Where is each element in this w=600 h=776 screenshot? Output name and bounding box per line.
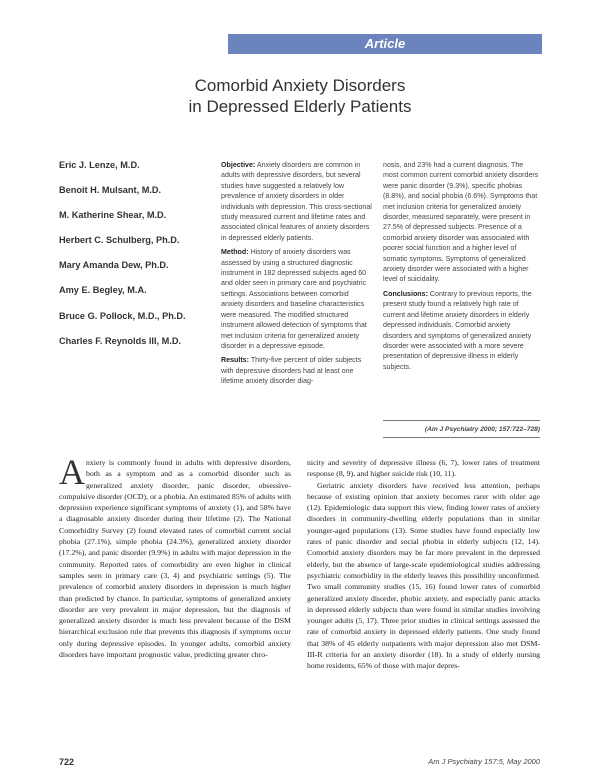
article-title [150, 75, 450, 117]
intro-paragraph [59, 452, 291, 660]
abstract-column-1 [221, 160, 373, 391]
author: Benoit H. Mulsant, M.D. [59, 185, 162, 196]
abstract-results [221, 355, 373, 386]
author: M. Katherine Shear, M.D. [59, 210, 167, 221]
results-continued: nosis, and 23% had a current diagnosis. The most common current comorbid anxiety disorders were panic disorder (9.3%), specific phobias (8.8%), and social phobia (6.6%). Symptoms that met inclusion criteria for generalized anxiety disorder, measured separately, were present in 27.5% of depressed subjects. Presence of a comorbid anxiety disorder was associated with poorer social function and a higher level of somatic symptoms. Symptoms of generalized anxiety disorder were associated with a higher level of suicidality. [383, 161, 539, 284]
citation: (Am J Psychiatry 2000; 157:722–728) [424, 426, 540, 433]
conclusions-label: Conclusions: [383, 289, 428, 298]
citation-rule-bottom [383, 437, 540, 438]
drop-cap: A [59, 452, 85, 492]
author: Herbert C. Schulberg, Ph.D. [59, 235, 180, 246]
author: Mary Amanda Dew, Ph.D. [59, 260, 169, 271]
abstract-conclusions [383, 289, 540, 372]
objective-text: Anxiety disorders are common in adults with depressive disorders, but several studies have suggested a relatively low prevalence of anxiety disorders in older individuals with depression. This cross-sectional study measured current and lifetime rates and associated clinical features of anxiety disorders in depressed elderly patients. [221, 161, 372, 242]
author: Amy E. Begley, M.A. [59, 285, 147, 296]
geriatric-paragraph: Geriatric anxiety disorders have received less attention, perhaps because of existing opinion that anxiety becomes rarer with older age (12). Epidemiologic data support this view, finding lower rates of anxiety disorders in community-dwelling elderly populations than in similar younger-aged populations (13). Some studies have found especially low rates of panic disorder and social phobia in elderly subjects (12, 14). Comorbid anxiety disorders may be far more prevalent in the depressed elderly, but the absence of large-scale epidemiological studies addressing psychiatric comorbidity in the elderly leaves this possibility unconfirmed. Two small community studies (15, 16) found lower rates of comorbid generalized anxiety disorder, phobic anxiety, and especially panic attacks in depressed elderly subjects than were found in similar studies involving younger adults (5, 17). Three prior studies in clinical settings assessed the rate of comorbid anxiety in depressed elderly patients. One study found that 38% of 45 elderly outpatients with major depression also met DSM-III-R criteria for an anxiety disorder (18). In a study of elderly nursing home residents, 65% of those with major depres- [307, 480, 540, 671]
journal-reference: Am J Psychiatry 157:5, May 2000 [428, 757, 540, 766]
citation-rule-top [383, 420, 540, 421]
intro-continued: nicity and severity of depressive illness (6, 7), lower rates of treatment response (8, 9), and higher suicide risk (10, 11). [307, 458, 540, 479]
title-line-2: in Depressed Elderly Patients [188, 97, 412, 116]
results-text: Thirty-five percent of older subjects with depressive disorders had at least one lifetime anxiety disorder diag- [221, 356, 362, 386]
body-column-1 [59, 452, 291, 660]
method-text: History of anxiety disorders was assessed by using a structured diagnostic instrument in 182 depressed subjects aged 60 and older seen in primary care and psychiatric settings. Associations between comorbid anxiety disorders and baseline characteristics were measured. The modified structured instrument allowed detection of symptoms that met inclusion criteria for generalized anxiety disorder in a depressive episode. [221, 248, 367, 350]
author-list [59, 160, 219, 361]
author: Charles F. Reynolds III, M.D. [59, 335, 182, 346]
title-line-1: Comorbid Anxiety Disorders [194, 76, 406, 95]
conclusions-text: Contrary to previous reports, the present study found a relatively high rate of current and lifetime anxiety disorders in elderly depressed individuals. Comorbid anxiety disorders and symptoms of generalized anxiety disorder were associated with a more severe presentation of depressive illness in elderly subjects. [383, 289, 532, 371]
body-column-2 [307, 457, 540, 672]
intro-text: nxiety is commonly found in adults with depressive disorders, both as a symptom and as a comorbid disorder such as generalized anxiety disorder, panic disorder, obsessive-compulsive disorder (OCD), or a phobia. An estimated 85% of adults with depression experience significant symptoms of anxiety (1), and 58% have a diagnosable anxiety disorder during their lifetime (2). The National Comorbidity Survey (2) found elevated rates of comorbid current social phobia (27.1%), simple phobia (24.3%), generalized anxiety disorder (17.2%), and panic disorder (9.9%) in adults with major depression in the community. Reported rates of comorbidity are even higher in clinical samples seen in primary care (3, 4) and psychiatric settings (5). The prevalence of comorbid anxiety disorders in depression is much higher than predicted by chance. In particular, symptoms of generalized anxiety disorder are very prevalent in major depression, but the diagnosis of generalized anxiety disorder is much less prevalent because of the DSM hierarchical exclusion rule that prevents this diagnosis if symptoms occur only during depressive episodes. In younger adults, comorbid anxiety disorders have important prognostic value, predicting greater chro- [59, 458, 291, 660]
abstract-column-2 [383, 160, 540, 376]
page-number: 722 [59, 757, 75, 767]
objective-label: Objective: [221, 161, 256, 169]
author: Eric J. Lenze, M.D. [59, 160, 140, 170]
results-label: Results: [221, 356, 249, 365]
section-banner: Article [228, 34, 542, 54]
author: Bruce G. Pollock, M.D., Ph.D. [59, 310, 186, 321]
abstract-method [221, 247, 373, 351]
method-label: Method: [221, 248, 249, 257]
abstract-objective [221, 160, 373, 243]
